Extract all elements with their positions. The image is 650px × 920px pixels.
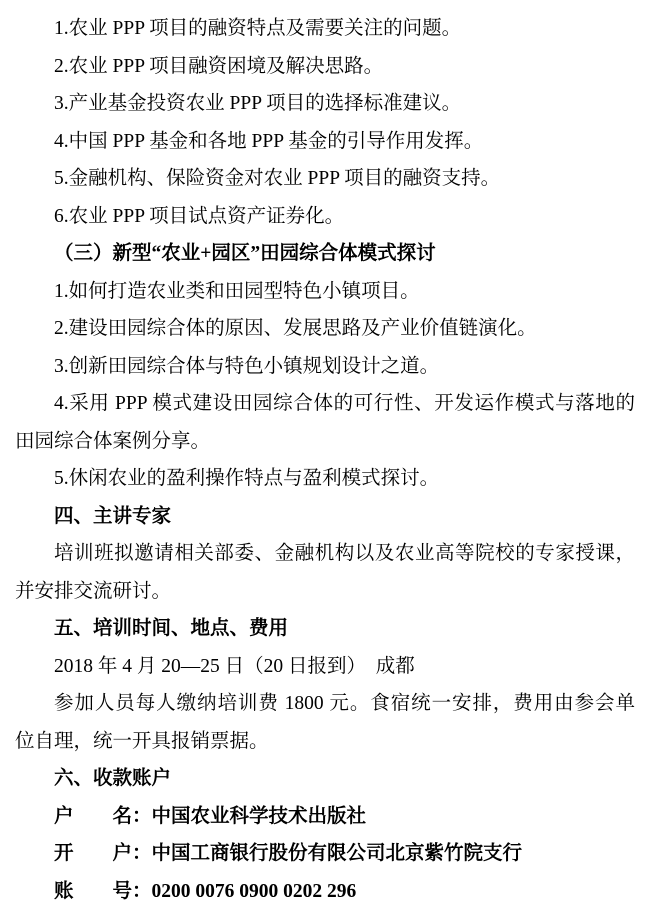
account-field: [15, 835, 635, 873]
account-field: [15, 873, 635, 911]
body-text: [15, 648, 635, 686]
text-line: 5.休闲农业的盈利操作特点与盈利模式探讨。: [54, 468, 440, 489]
section-heading: [15, 610, 635, 648]
list-item: [15, 348, 635, 386]
text-line: 账 号：0200 0076 0900 0202 296: [54, 880, 357, 902]
section-heading: [15, 235, 635, 273]
list-item: [15, 123, 635, 161]
document-body: [15, 10, 635, 910]
body-text: [15, 685, 635, 760]
text-line: 4.中国 PPP 基金和各地 PPP 基金的引导作用发挥。: [54, 130, 484, 152]
list-item: [15, 198, 635, 236]
text-line: 开 户：中国工商银行股份有限公司北京紫竹院支行: [54, 843, 523, 864]
section-heading: [15, 760, 635, 798]
text-line: 六、收款账户: [54, 768, 172, 789]
text-line: 1.如何打造农业类和田园型特色小镇项目。: [54, 280, 420, 302]
text-line: 4.采用 PPP 模式建设田园综合体的可行性、开发运作模式与落地的: [54, 393, 635, 414]
text-line: 并安排交流研讨。: [15, 580, 172, 602]
list-item: [15, 273, 635, 311]
text-line: 2.农业 PPP 项目融资困境及解决思路。: [54, 55, 384, 77]
text-line: 四、主讲专家: [54, 505, 172, 527]
text-line: 5.金融机构、保险资金对农业 PPP 项目的融资支持。: [54, 168, 501, 189]
text-line: 3.产业基金投资农业 PPP 项目的选择标准建议。: [54, 93, 462, 114]
list-item: [15, 10, 635, 48]
text-line: 2.建设田园综合体的原因、发展思路及产业价值链演化。: [54, 318, 537, 339]
list-item: [15, 310, 635, 348]
body-text: [15, 535, 635, 610]
text-line: 培训班拟邀请相关部委、金融机构以及农业高等院校的专家授课，: [54, 543, 635, 564]
list-item: [15, 460, 635, 498]
text-line: 位自理，统一开具报销票据。: [15, 730, 269, 752]
list-item: [15, 48, 635, 86]
text-line: 五、培训时间、地点、费用: [54, 618, 289, 639]
list-item: [15, 385, 635, 460]
text-line: 田园综合体案例分享。: [15, 430, 211, 452]
text-line: 3.创新田园综合体与特色小镇规划设计之道。: [54, 355, 440, 377]
text-line: （三）新型“农业+园区”田园综合体模式探讨: [54, 243, 436, 264]
text-line: 户 名：中国农业科学技术出版社: [54, 805, 367, 827]
account-field: [15, 798, 635, 836]
text-line: 2018 年 4 月 20—25 日（20 日报到） 成都: [54, 655, 415, 677]
text-line: 1.农业 PPP 项目的融资特点及需要关注的问题。: [54, 18, 462, 39]
list-item: [15, 85, 635, 123]
text-line: 参加人员每人缴纳培训费 1800 元。食宿统一安排，费用由参会单: [54, 693, 635, 714]
section-heading: [15, 498, 635, 536]
list-item: [15, 160, 635, 198]
text-line: 6.农业 PPP 项目试点资产证券化。: [54, 205, 345, 227]
